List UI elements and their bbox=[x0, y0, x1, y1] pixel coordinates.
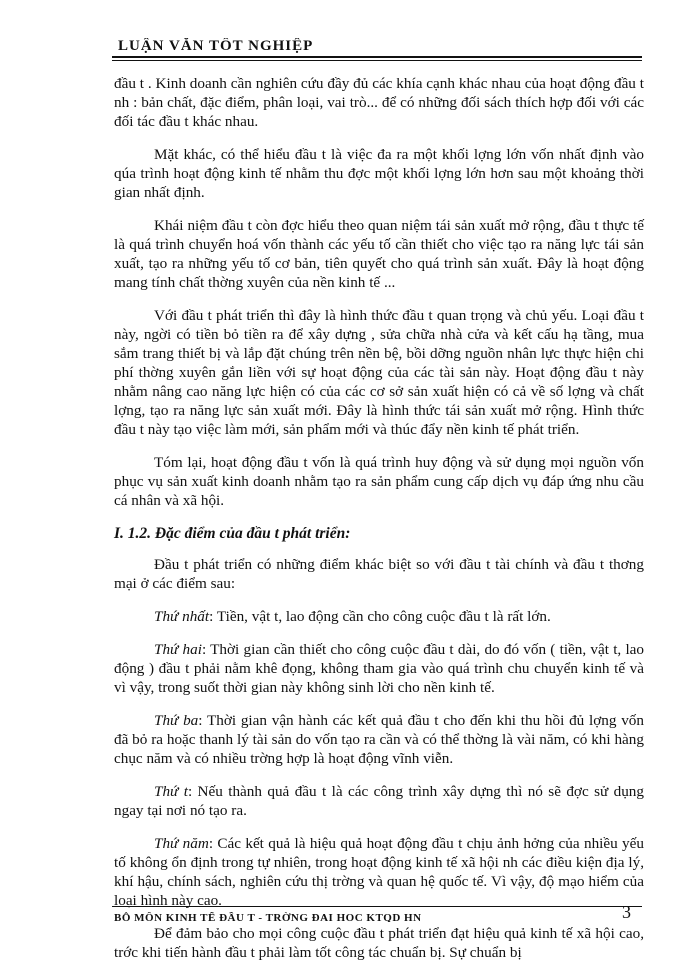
header-rule-thin bbox=[112, 60, 642, 61]
paragraph: Mặt khác, có thể hiểu đầu t là việc đa ra một khối lợng lớn vốn nhất định vào qúa trình hoạt động kinh tế nhằm thu đợc một khối lợng lớn hơn sau một khoảng thời gian nhất định. bbox=[114, 146, 644, 201]
paragraph-label: Thứ năm bbox=[154, 835, 209, 852]
paragraph-text: : Thời gian cần thiết cho công cuộc đầu t dài, do đó vốn ( tiền, vật t, lao động ) đầu t phải nằm khê đọng, không tham gia vào quá trình chu chuyển kinh tế và vì vậy, trong suốt thời gian này không sinh lời cho nền kinh tế. bbox=[114, 641, 644, 696]
paragraph-text: : Các kết quả là hiệu quả hoạt động đầu t chịu ảnh hởng của nhiều yếu tố không ổn định trong tự nhiên, trong hoạt động kinh tế xã hội nh các điều kiện địa lý, khí hậu, chính sách, nghiên cứu thị trờng và quan hệ quốc tế. Vì vậy, độ mạo hiểm của loại hình này cao. bbox=[114, 835, 644, 909]
paragraph bbox=[114, 711, 644, 768]
paragraph: đầu t . Kinh doanh cần nghiên cứu đầy đủ các khía cạnh khác nhau của hoạt động đầu t nh : bản chất, đặc điểm, phân loại, vai trò... để có những đối sách thích hợp đối với các đối tác đầu t khác nhau. bbox=[114, 75, 644, 130]
paragraph-label: Thứ ba bbox=[154, 712, 199, 729]
paragraph-text: : Tiền, vật t, lao động cần cho công cuộc đầu t là rất lớn. bbox=[209, 608, 551, 625]
paragraph-label: Thứ hai bbox=[154, 641, 202, 658]
paragraph: Khái niệm đầu t còn đợc hiểu theo quan niệm tái sản xuất mở rộng, đầu t thực tế là quá trình chuyển hoá vốn thành các yếu tố cần thiết cho việc tạo ra năng lực tái sản xuất, tạo ra những yếu tố cơ bản, tiên quyết cho quá trình sản xuất. Đây là hoạt động mang tính chất thờng xuyên của nền kinh tế ... bbox=[114, 217, 644, 291]
paragraph bbox=[114, 782, 644, 820]
paragraph-text: : Thời gian vận hành các kết quả đầu t cho đến khi thu hồi đủ lợng vốn đã bỏ ra hoặc thanh lý tài sản do vốn tạo ra cần và có thể thờng là vài năm, có khi hàng chục năm và có nhiều trờng hợp là hoạt động vĩnh viễn. bbox=[114, 712, 644, 767]
paragraph bbox=[114, 607, 644, 626]
paragraph: Tóm lại, hoạt động đầu t vốn là quá trình huy động và sử dụng mọi nguồn vốn phục vụ sản xuất kinh doanh nhằm tạo ra sản phẩm cung cấp dịch vụ đáp ứng nhu cầu cá nhân và xã hội. bbox=[114, 454, 644, 509]
document-body bbox=[114, 74, 644, 976]
footer-rule bbox=[112, 906, 642, 907]
section-heading: I. 1.2. Đặc điểm của đầu t phát triển: bbox=[114, 525, 351, 542]
paragraph-label: Thứ nhất bbox=[154, 608, 210, 625]
page-header-title: LUẬN VĂN TỐT NGHIỆP bbox=[118, 38, 314, 54]
paragraph: Với đầu t phát triển thì đây là hình thức đầu t quan trọng và chủ yếu. Loại đầu t này, ngời có tiền bỏ tiền ra để xây dựng , sửa chữa nhà cửa và kết cấu hạ tầng, mua sắm trang thiết bị và lắp đặt chúng trên nền bệ, bồi dỡng nguồn nhân lực thực hiện chi phí thờng xuyên gắn liền với sự hoạt động của các tài sản này. Hoạt động đầu t này nhằm nâng cao năng lực hiện có của các cơ sở sản xuất hiện có cả về số lợng và chất lợng, tạo ra năng lực sản xuất mới. Đây là hình thức tái sản xuất mở rộng. Hình thức đầu t này tạo việc làm mới, sản phẩm mới và thúc đẩy nền kinh tế phát triển. bbox=[114, 307, 644, 438]
paragraph: Để đảm bảo cho mọi công cuộc đầu t phát triển đạt hiệu quả kinh tế xã hội cao, trớc khi tiến hành đầu t phải làm tốt công tác chuẩn bị. Sự chuẩn bị bbox=[114, 925, 644, 961]
header-rule bbox=[112, 56, 642, 58]
page-number: 3 bbox=[622, 902, 631, 922]
paragraph: Đầu t phát triển có những điểm khác biệt so với đầu t tài chính và đầu t thơng mại ở các điểm sau: bbox=[114, 556, 644, 592]
paragraph bbox=[114, 834, 644, 910]
page-footer-text: BỘ MÔN KINH TẾ ĐẦU T - TRỜNG ĐẠI HỌC KTQD HN bbox=[114, 912, 422, 922]
paragraph-text: : Nếu thành quả đầu t là các công trình xây dựng thì nó sẽ đợc sử dụng ngay tại nơi nó tạo ra. bbox=[114, 783, 644, 819]
paragraph-label: Thứ t bbox=[154, 783, 188, 800]
paragraph bbox=[114, 640, 644, 697]
